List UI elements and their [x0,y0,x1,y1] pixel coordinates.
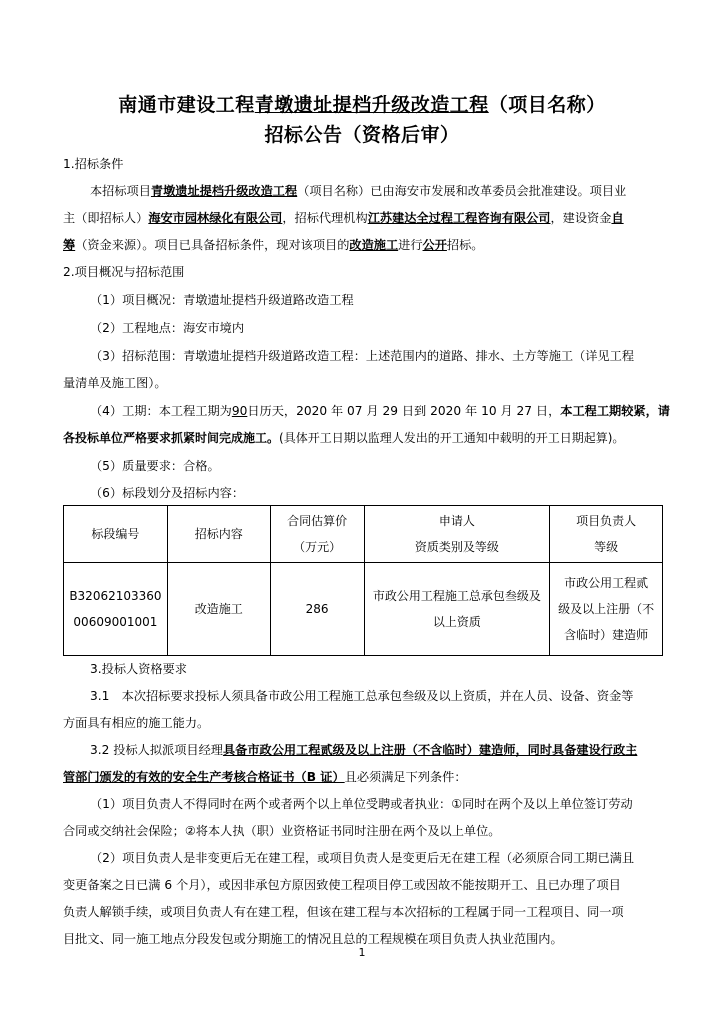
header-section-code: 标段编号 [64,506,168,563]
bid-scope: 改造施工 [349,238,399,252]
agent-name: 江苏建达全过程工程咨询有限公司 [367,211,551,225]
header-bid-content: 招标内容 [167,506,270,563]
duration-days: 90 [231,404,248,418]
section2-item3-line2: 量清单及施工图）。 [63,376,167,390]
section3-p31-line2: 方面具有相应的施工能力。 [63,716,210,730]
section3-p32-line2: 管部门颁发的有效的安全生产考核合格证书（B 证）且必须满足下列条件： [63,770,467,784]
bid-section-table [63,505,663,656]
cell-bid-content: 改造施工 [167,563,270,656]
bid-mode: 公开 [422,238,447,252]
title-project-name: 青墩遗址提档升级改造工程 [254,94,489,116]
page-number: 1 [358,946,366,959]
section2-item1: （1）项目概况：青墩遗址提档升级道路改造工程 [90,293,354,307]
owner-name: 海安市园林绿化有限公司 [148,211,283,225]
section2-item3-line1: （3）招标范围：青墩遗址提档升级道路改造工程：上述范围内的道路、排水、土方等施工（详见工程 [90,349,635,363]
condition2-line3: 负责人解锁手续，或项目负责人有在建工程，但该在建工程与本次招标的工程属于同一工程项目、同一项 [63,905,624,919]
title-line-2: 招标公告（资格后审） [264,124,460,146]
section3-heading: 3.投标人资格要求 [90,662,187,676]
title-line-1 [0,90,724,117]
section1-heading: 1.招标条件 [63,157,124,171]
condition2-line2: 变更备案之日已满 6 个月），或因非承包方原因致使工程项目停工或因故不能按期开工、且已办理了项目 [63,878,621,892]
condition1-line2: 合同或交纳社会保险；②将本人执（职）业资格证书同时注册在两个及以上单位。 [63,824,501,838]
cell-applicant-qualification: 市政公用工程施工总承包叁级及 以上资质 [364,563,550,656]
header-applicant-qualification: 申请人 资质类别及等级 [364,506,550,563]
section3-p32-line1: 3.2 投标人拟派项目经理具备市政公用工程贰级及以上注册（不含临时）建造师，同时具备建设行政主 [90,743,638,757]
cell-manager-grade: 市政公用工程贰 级及以上注册（不 含临时）建造师 [550,563,663,656]
condition2-line1: （2）项目负责人是非变更后无在建工程，或项目负责人是变更后无在建工程（必须原合同工期已满且 [90,851,635,865]
section1-para-line1: 本招标项目青墩遗址提档升级改造工程（项目名称）已由海安市发展和改革委员会批准建设。项目业 [90,184,627,198]
section2-item2: （2）工程地点：海安市境内 [90,321,245,335]
table-row [64,563,663,656]
section2-item5: （5）质量要求：合格。 [90,459,220,473]
header-contract-price: 合同估算价 （万元） [270,506,364,563]
cell-section-code: B32062103360 00609001001 [64,563,168,656]
cell-contract-price: 286 [270,563,364,656]
title-prefix: 南通市建设工程 [118,94,255,116]
section1-para-line3: 筹（资金来源）。项目已具备招标条件，现对该项目的改造施工进行公开招标。 [63,238,484,252]
section3-p31-line1: 3.1 本次招标要求投标人须具备市政公用工程施工总承包叁级及以上资质，并在人员、设备、资金等 [90,689,634,703]
section2-item6: （6）标段划分及招标内容： [90,486,245,500]
section2-heading: 2.项目概况与招标范围 [63,265,185,279]
condition1-line1: （1）项目负责人不得同时在两个或者两个以上单位受聘或者执业：①同时在两个及以上单位签订劳动 [90,797,633,811]
section2-item4-line2: 各投标单位严格要求抓紧时间完成施工。(具体开工日期以监理人发出的开工通知中载明的开工日期起算)。 [63,431,625,445]
section1-para-line2: 主（即招标人）海安市园林绿化有限公司，招标代理机构江苏建达全过程工程咨询有限公司，建设资金自 [63,211,624,225]
condition2-line4: 目批文、同一施工地点分段发包或分期施工的情况且总的工程规模在项目负责人执业范围内。 [63,932,563,946]
header-manager-grade: 项目负责人 等级 [550,506,663,563]
section2-item4-line1: （4）工期：本工程工期为90日历天，2020 年 07 月 29 日到 2020 年 10 月 27 日，本工程工期较紧，请 [90,404,670,418]
project-name: 青墩遗址提档升级改造工程 [150,184,298,198]
title-suffix: （项目名称） [488,94,606,116]
table-header-row [64,506,663,563]
